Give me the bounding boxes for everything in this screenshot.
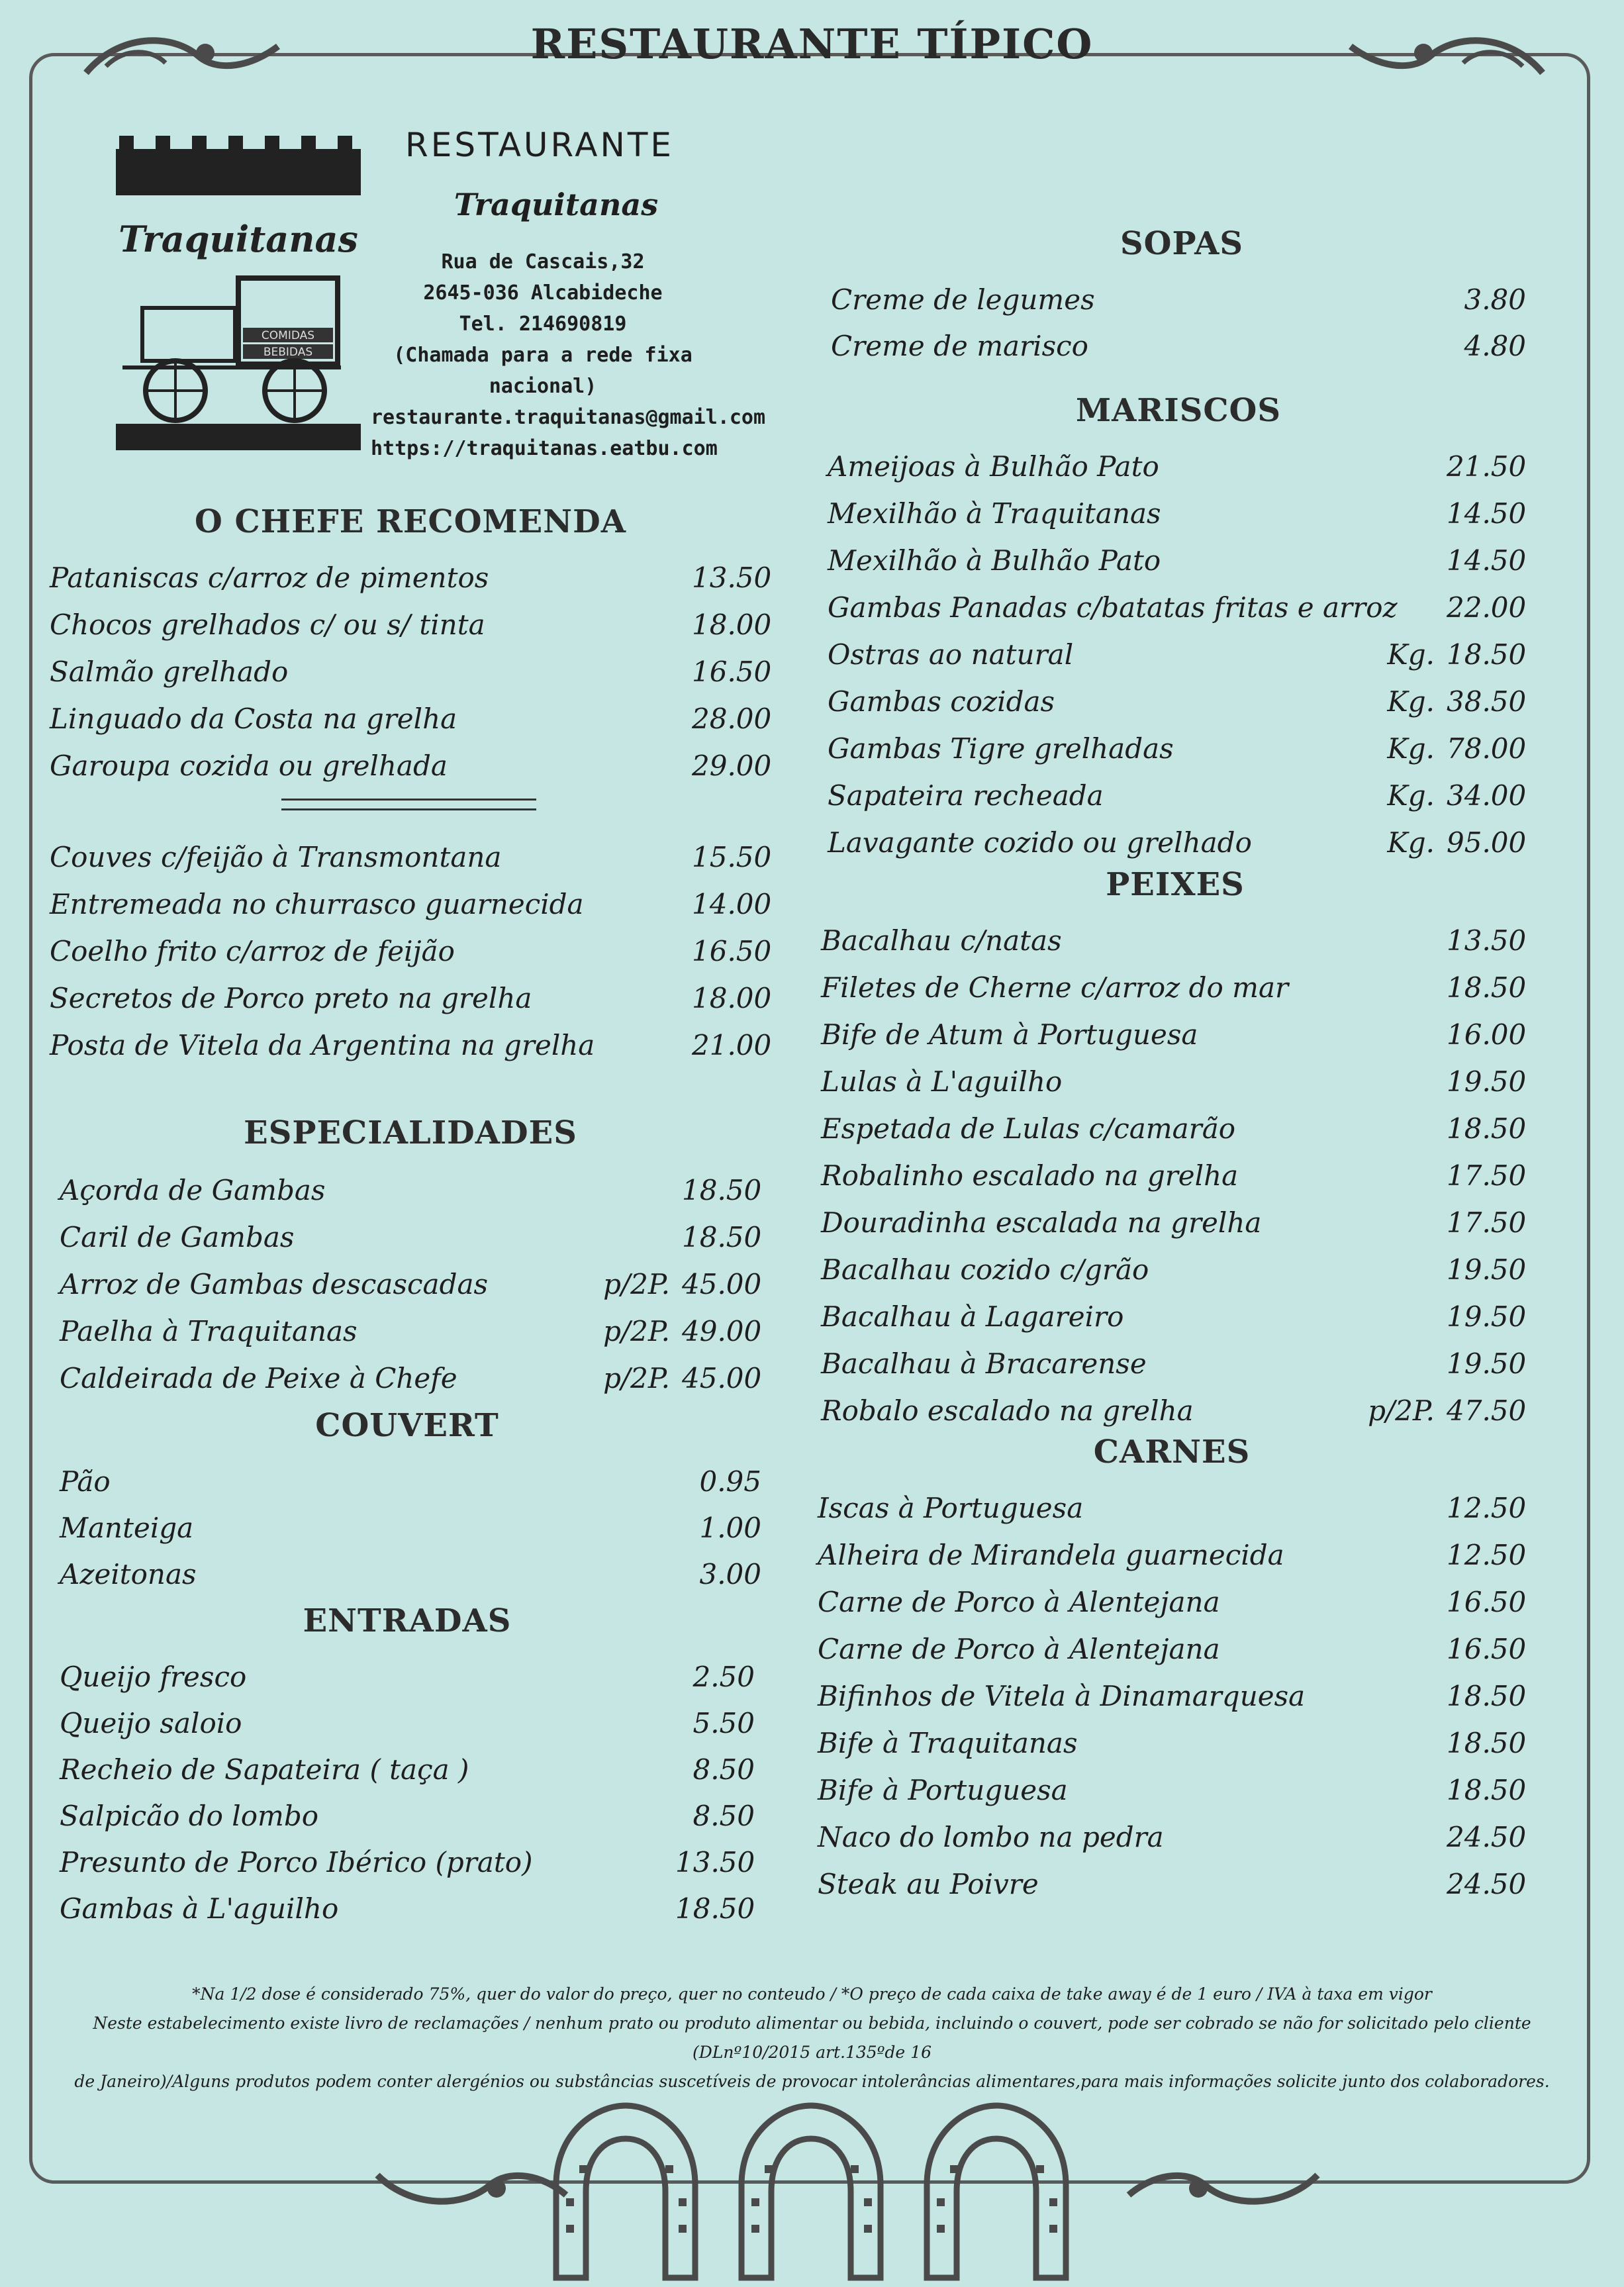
item-note: p/2P. [603,1314,670,1347]
item-name: Pão [60,1465,111,1498]
item-name: Bacalhau c/natas [821,924,1062,957]
menu-item [828,586,1526,628]
item-price: 28.00 [692,702,772,735]
item-name: Mexilhão à Bulhão Pato [828,544,1161,577]
menu-item [818,1816,1526,1858]
contact-block [371,246,766,464]
menu-item [828,821,1526,863]
item-price: 5.50 [693,1706,755,1739]
menu-item [818,1486,1526,1529]
menu-item [60,1702,755,1744]
item-price: 12.50 [1447,1491,1527,1524]
section-title-mariscos: MARISCOS [1075,392,1282,429]
item-price: 18.50 [1447,638,1527,671]
item-price: 14.50 [1447,544,1527,577]
menu-item [818,1533,1526,1576]
item-note: Kg. [1387,826,1435,859]
menu-item [50,697,771,740]
item-name: Gambas cozidas [828,685,1055,718]
item-price: 47.50 [1447,1394,1527,1427]
item-price: 3.00 [699,1557,761,1590]
item-name: Robalinho escalado na grelha [821,1159,1239,1192]
flourish-bottom-right-icon [1125,2155,1324,2215]
item-price: 13.50 [1447,924,1527,957]
footer-notes [40,1980,1584,2096]
menu-item [50,1024,771,1066]
postal-line: 2645-036 Alcabideche [423,281,663,305]
item-name: Iscas à Portuguesa [818,1491,1084,1524]
item-price: 17.50 [1447,1159,1527,1192]
item-price: 19.50 [1447,1253,1527,1286]
item-price: 4.80 [1464,329,1526,362]
item-name: Douradinha escalada na grelha [821,1206,1262,1239]
section-title-couvert: COUVERT [315,1407,499,1444]
menu-item [50,930,771,972]
item-price: 18.50 [675,1892,755,1925]
item-price: 17.50 [1447,1206,1527,1239]
item-price: 8.50 [693,1753,755,1786]
menu-item [818,1769,1526,1811]
item-name: Coelho frito c/arroz de feijão [50,934,455,967]
item-name: Recheio de Sapateira ( taça ) [60,1753,469,1786]
item-name: Mexilhão à Traquitanas [828,497,1161,530]
item-note: Kg. [1387,638,1435,671]
item-price: 19.50 [1447,1065,1527,1098]
menu-item [50,883,771,925]
menu-item [50,603,771,646]
item-name: Caril de Gambas [60,1220,295,1253]
menu-item [60,1263,761,1305]
item-name: Gambas Tigre grelhadas [828,732,1174,765]
item-price: 0.95 [699,1465,761,1498]
item-name: Queijo saloio [60,1706,242,1739]
item-price: 16.00 [1447,1018,1527,1051]
section-title-entradas: ENTRADAS [303,1602,512,1639]
item-name: Bacalhau à Bracarense [821,1347,1147,1380]
menu-item [50,650,771,693]
item-note: Kg. [1387,685,1435,718]
item-name: Creme de marisco [831,329,1088,362]
item-name: Entremeada no churrasco guarnecida [50,887,584,920]
logo-brand-script: Traquitanas [119,218,358,260]
item-price: 16.50 [1447,1585,1527,1618]
item-name: Steak au Poivre [818,1867,1039,1900]
horseshoes-icon [530,2092,1099,2284]
item-name: Caldeirada de Peixe à Chefe [60,1361,457,1394]
item-name: Presunto de Porco Ibérico (prato) [60,1845,533,1878]
item-price: 18.50 [1447,1112,1527,1145]
item-name: Arroz de Gambas descascadas [60,1267,489,1300]
section-title-chefe: O CHEFE RECOMENDA [195,503,626,540]
menu-item [831,278,1526,320]
section-title-especialidades: ESPECIALIDADES [244,1114,577,1151]
item-name: Manteiga [60,1511,194,1544]
footer-line: *Na 1/2 dose é considerado 75%, quer do valor do preço, quer no conteudo / *O preço de cada caixa de take away é de 1 euro / IVA à taxa em vigor [192,1984,1432,2004]
footer-line: de Janeiro)/Alguns produtos podem conter alergénios ou substâncias suscetíveis de provocar intolerâncias alimentares,para mais informações solicite junto dos colaboradores. [74,2072,1550,2091]
item-name: Bacalhau cozido c/grão [821,1253,1149,1286]
item-price: 13.50 [692,561,772,594]
item-price: 78.00 [1447,732,1527,765]
item-price: 16.50 [692,655,772,688]
item-name: Bifinhos de Vitela à Dinamarquesa [818,1679,1306,1712]
item-name: Paelha à Traquitanas [60,1314,358,1347]
menu-item [828,727,1526,769]
menu-item [828,539,1526,581]
item-price: 38.50 [1447,685,1527,718]
section-divider [281,799,536,810]
item-name: Azeitonas [60,1557,197,1590]
item-name: Salmão grelhado [50,655,289,688]
item-name: Couves c/feijão à Transmontana [50,840,502,873]
item-price: 45.00 [682,1267,762,1300]
item-price: 19.50 [1447,1300,1527,1333]
item-name: Alheira de Mirandela guarnecida [818,1538,1284,1571]
item-price: 2.50 [693,1660,755,1693]
menu-item [821,966,1526,1008]
menu-item [828,774,1526,816]
item-name: Carne de Porco à Alentejana [818,1632,1220,1665]
menu-item [818,1863,1526,1905]
item-price: 18.50 [1447,1726,1527,1759]
menu-item [50,744,771,787]
item-name: Filetes de Cherne c/arroz do mar [821,971,1289,1004]
menu-item [818,1628,1526,1670]
section-title-peixes: PEIXES [1106,866,1245,903]
menu-item [821,1107,1526,1149]
menu-item [60,1310,761,1352]
item-name: Ameijoas à Bulhão Pato [828,450,1159,483]
item-price: 14.00 [692,887,772,920]
item-price: 16.50 [1447,1632,1527,1665]
brand-name: Traquitanas [454,187,659,222]
phone-note: (Chamada para a rede fixa nacional) [393,344,693,398]
phone-line: Tel. 214690819 [459,313,627,336]
restaurant-label: RESTAURANTE [405,126,674,164]
menu-item [821,1013,1526,1055]
menu-item [821,1389,1526,1432]
email-line: restaurante.traquitanas@gmail.com [371,406,766,429]
item-note: Kg. [1387,732,1435,765]
item-note: p/2P. [1368,1394,1435,1427]
item-note: p/2P. [603,1267,670,1300]
item-name: Bife à Portuguesa [818,1773,1068,1806]
item-note: p/2P. [603,1361,670,1394]
item-price: 18.50 [682,1220,762,1253]
menu-item [818,1581,1526,1623]
menu-item [828,680,1526,722]
item-name: Bife à Traquitanas [818,1726,1078,1759]
item-name: Robalo escalado na grelha [821,1394,1194,1427]
menu-item [60,1357,761,1399]
item-name: Sapateira recheada [828,779,1104,812]
menu-item [60,1794,755,1837]
item-price: 18.50 [1447,1773,1527,1806]
menu-item [60,1169,761,1211]
menu-item [821,1295,1526,1338]
item-name: Bife de Atum à Portuguesa [821,1018,1198,1051]
menu-item [60,1553,761,1595]
item-price: 18.50 [1447,1679,1527,1712]
section-title-carnes: CARNES [1093,1434,1251,1471]
page-title: RESTAURANTE TÍPICO [530,20,1094,68]
item-price: 18.50 [682,1173,762,1206]
item-price: 3.80 [1464,283,1526,316]
menu-item [821,1060,1526,1102]
menu-item [60,1216,761,1258]
item-price: 22.00 [1447,591,1527,624]
item-note: Kg. [1387,779,1435,812]
menu-item [50,977,771,1019]
item-price: 19.50 [1447,1347,1527,1380]
item-name: Creme de legumes [831,283,1095,316]
item-name: Espetada de Lulas c/camarão [821,1112,1236,1145]
item-price: 8.50 [693,1799,755,1832]
item-price: 12.50 [1447,1538,1527,1571]
carriage-logo-icon [116,136,361,450]
section-title-sopas: SOPAS [1120,225,1243,262]
menu-item [50,556,771,599]
item-price: 45.00 [682,1361,762,1394]
item-price: 21.00 [692,1028,772,1061]
menu-item [821,1342,1526,1385]
item-price: 1.00 [699,1511,761,1544]
menu-item [818,1722,1526,1764]
menu-item [818,1675,1526,1717]
item-name: Salpicão do lombo [60,1799,319,1832]
item-price: 18.50 [1447,971,1527,1004]
item-price: 21.50 [1447,450,1527,483]
item-price: 95.00 [1447,826,1527,859]
logo-sign-comidas: COMIDAS [261,329,315,342]
item-name: Secretos de Porco preto na grelha [50,981,532,1014]
menu-item [828,633,1526,675]
item-price: 14.50 [1447,497,1527,530]
item-price: 15.50 [692,840,772,873]
item-name: Lavagante cozido ou grelhado [828,826,1252,859]
address-line: Rua de Cascais,32 [441,250,645,273]
item-name: Carne de Porco à Alentejana [818,1585,1220,1618]
menu-item [60,1655,755,1698]
item-price: 24.50 [1447,1867,1527,1900]
menu-item [50,836,771,878]
item-price: 24.50 [1447,1820,1527,1853]
item-name: Gambas Panadas c/batatas fritas e arroz [828,591,1398,624]
item-name: Açorda de Gambas [60,1173,326,1206]
item-name: Gambas à L'aguilho [60,1892,339,1925]
item-name: Lulas à L'aguilho [821,1065,1063,1098]
menu-item [821,919,1526,961]
item-price: 18.00 [692,608,772,641]
item-name: Pataniscas c/arroz de pimentos [50,561,489,594]
menu-item [828,492,1526,534]
item-price: 49.00 [682,1314,762,1347]
item-price: 29.00 [692,749,772,782]
menu-item [828,445,1526,487]
item-name: Garoupa cozida ou grelhada [50,749,448,782]
item-name: Chocos grelhados c/ ou s/ tinta [50,608,485,641]
item-price: 34.00 [1447,779,1527,812]
menu-item [821,1248,1526,1290]
item-price: 18.00 [692,981,772,1014]
item-name: Bacalhau à Lagareiro [821,1300,1124,1333]
item-name: Queijo fresco [60,1660,247,1693]
item-price: 13.50 [675,1845,755,1878]
menu-item [60,1841,755,1883]
menu-item [60,1887,755,1929]
menu-item [821,1154,1526,1196]
menu-item [60,1748,755,1790]
menu-item [831,324,1526,367]
menu-item [60,1460,761,1502]
menu-item [60,1506,761,1549]
item-name: Naco do lombo na pedra [818,1820,1164,1853]
website-line: https://traquitanas.eatbu.com [371,437,718,460]
item-price: 16.50 [692,934,772,967]
item-name: Posta de Vitela da Argentina na grelha [50,1028,595,1061]
menu-item [821,1201,1526,1243]
footer-line: Neste estabelecimento existe livro de reclamações / nenhum prato ou produto alimentar ou bebida, incluindo o couvert, pode ser cobrado se não for solicitado pelo cliente (DLnº10/2015 art.135ºde 16 [93,2014,1531,2062]
logo-sign-bebidas: BEBIDAS [263,346,313,359]
item-name: Ostras ao natural [828,638,1074,671]
item-name: Linguado da Costa na grelha [50,702,457,735]
